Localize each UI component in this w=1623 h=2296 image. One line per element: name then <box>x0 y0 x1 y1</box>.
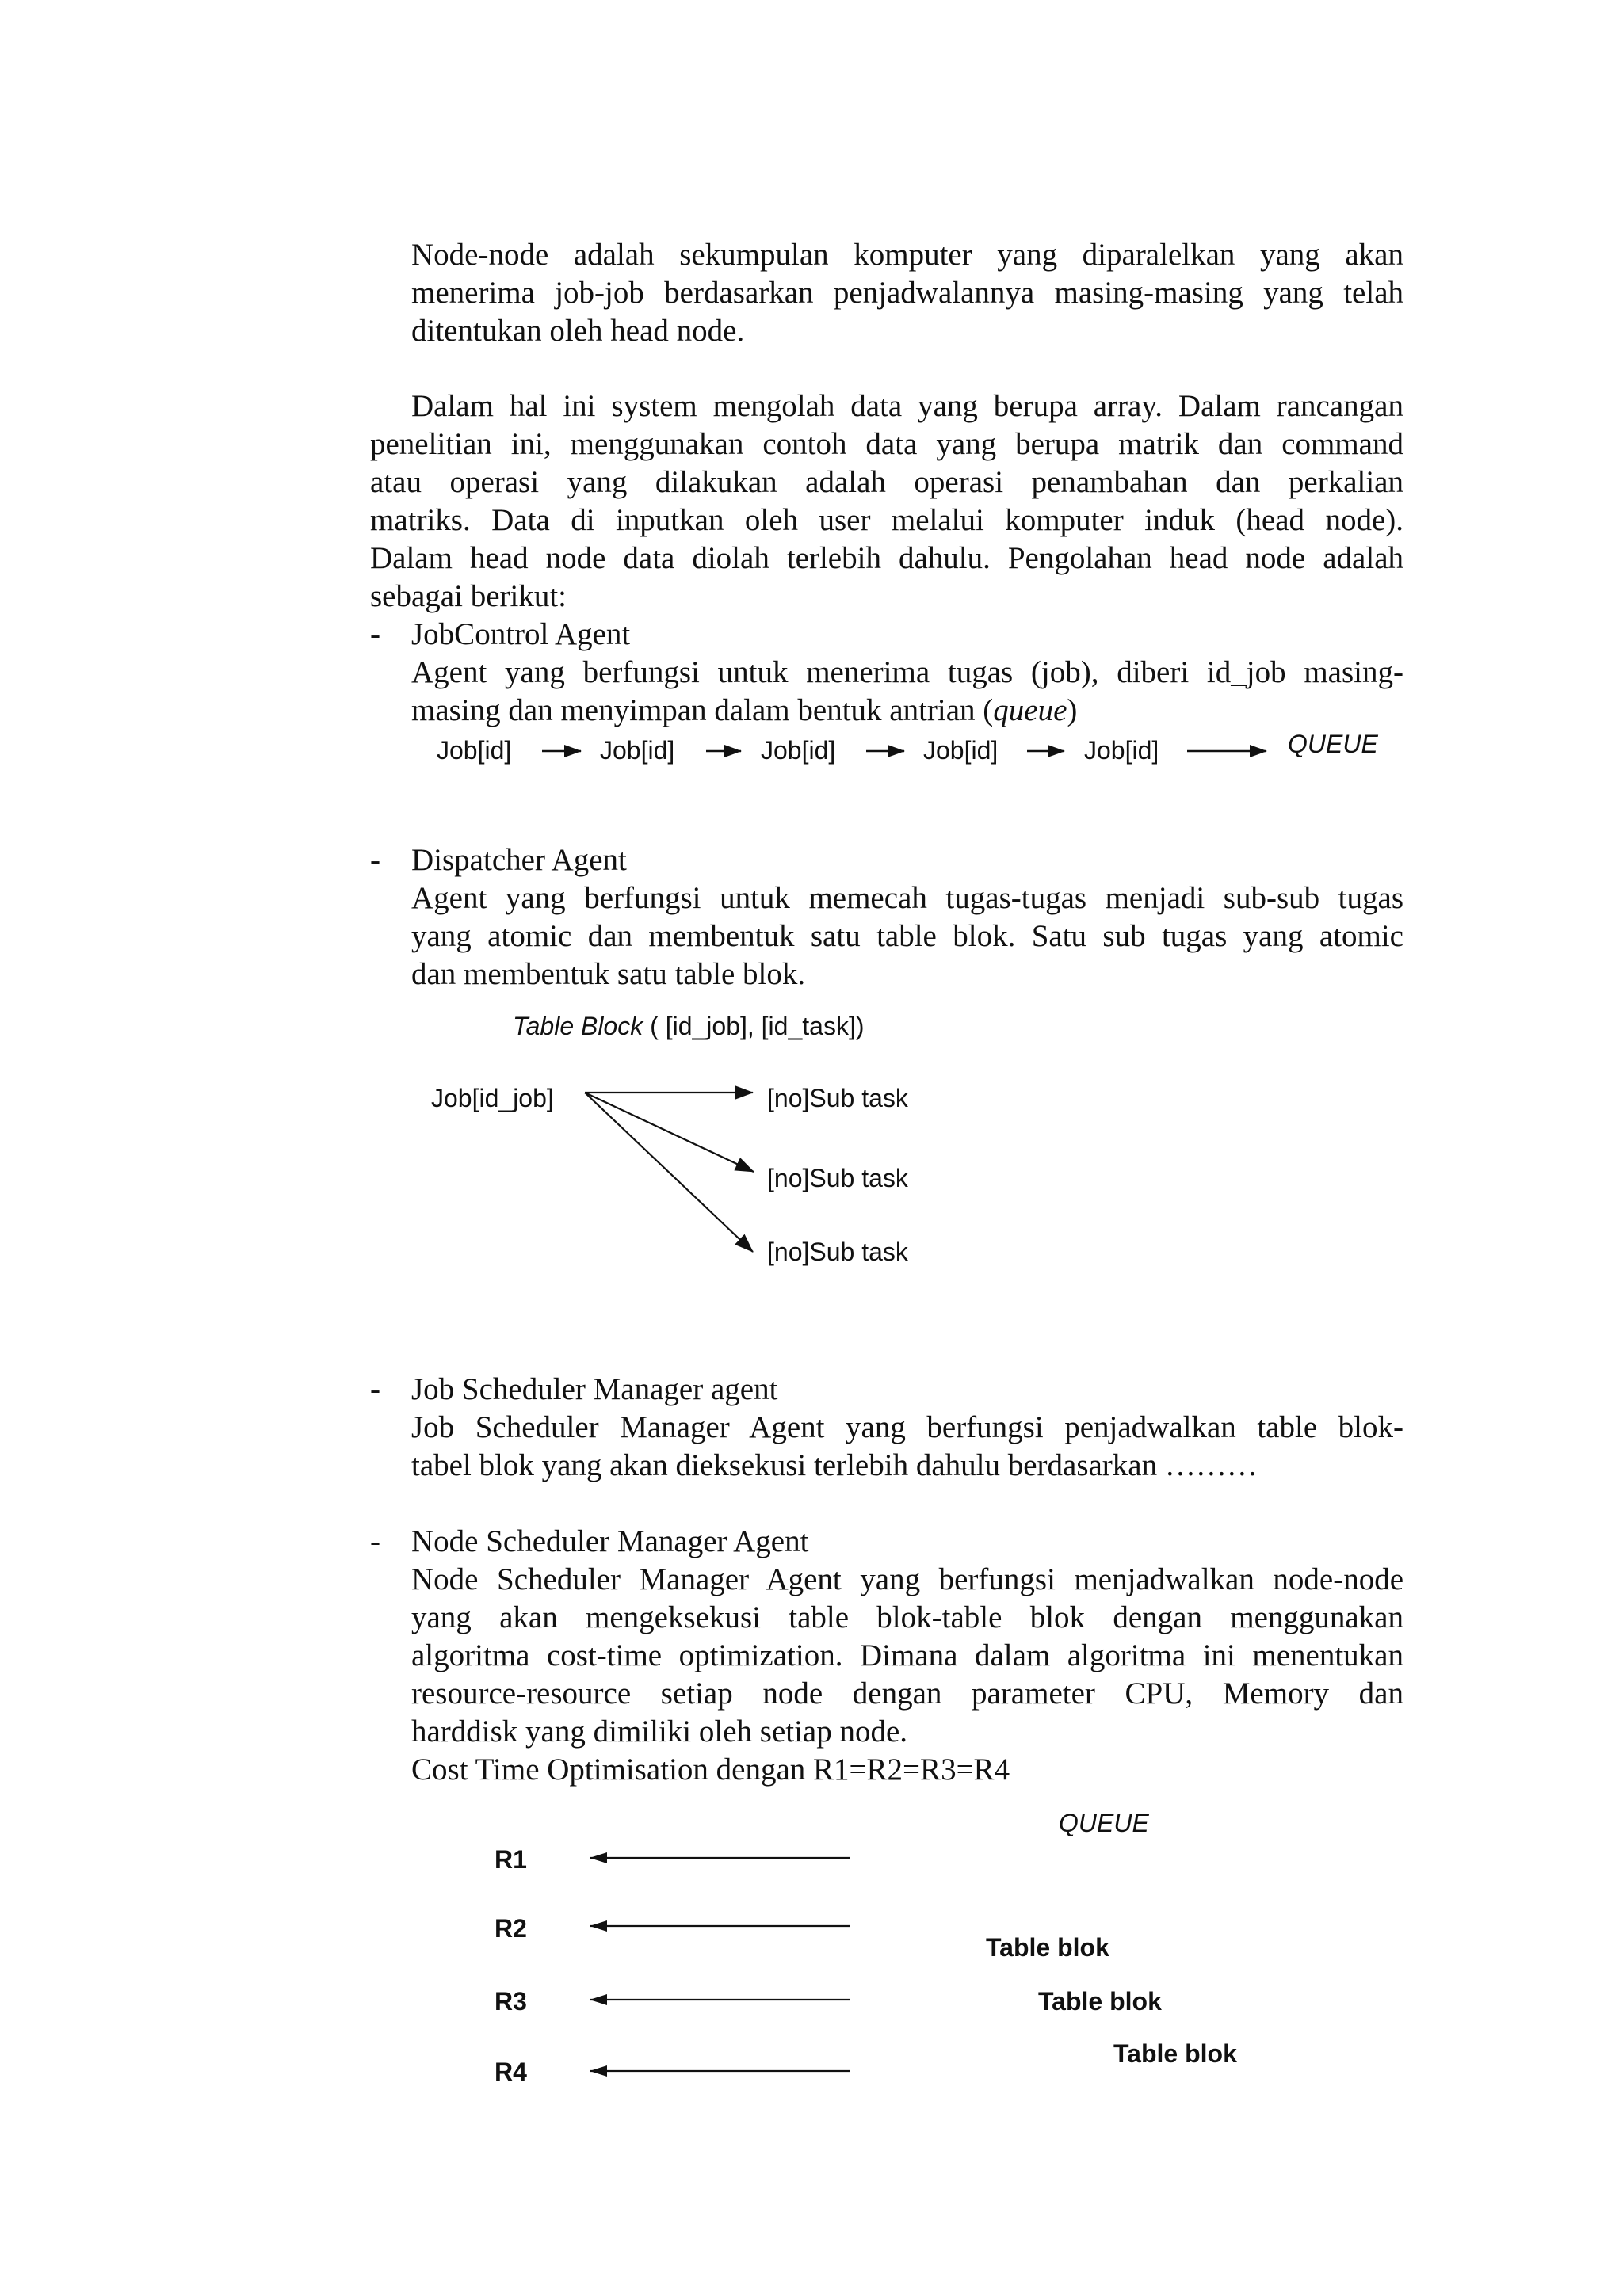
text-line: penelitian ini, menggunakan contoh data yang berupa matrik dan command <box>370 427 1403 461</box>
resource-label: R2 <box>495 1914 527 1943</box>
resource-label: R3 <box>495 1987 527 2016</box>
section-title-jobcontrol: JobControl Agent <box>411 617 631 651</box>
resource-label: R1 <box>495 1845 527 1874</box>
resource-label: R4 <box>495 2058 527 2086</box>
job-node: Job[id] <box>1084 736 1159 765</box>
text-line: resource-resource setiap node dengan parameter CPU, Memory dan <box>411 1676 1403 1711</box>
text-line: menerima job-job berdasarkan penjadwalannya masing-masing yang telah <box>411 276 1403 310</box>
job-source-node: Job[id_job] <box>431 1084 554 1112</box>
sub-task-node: [no]Sub task <box>767 1238 908 1266</box>
text-line: yang akan mengeksekusi table blok-table blok dengan menggunakan <box>411 1600 1403 1634</box>
queue-label: QUEUE <box>1288 730 1378 758</box>
section-title-dispatcher: Dispatcher Agent <box>411 843 627 877</box>
text-line: Dalam hal ini system mengolah data yang berupa array. Dalam rancangan <box>411 389 1403 423</box>
queue-term: queue <box>993 693 1067 727</box>
text-line: atau operasi yang dilakukan adalah operasi penambahan dan perkalian <box>370 465 1403 499</box>
sub-task-node: [no]Sub task <box>767 1084 908 1112</box>
section-title-jobscheduler: Job Scheduler Manager agent <box>411 1372 778 1406</box>
text-line: Node-node adalah sekumpulan komputer yang diparalelkan yang akan <box>411 238 1403 272</box>
sub-task-node: [no]Sub task <box>767 1164 908 1192</box>
text-line: tabel blok yang akan dieksekusi terlebih dahulu berdasarkan ……… <box>411 1448 1258 1482</box>
text-line: Job Scheduler Manager Agent yang berfungsi penjadwalkan table blok- <box>411 1410 1403 1444</box>
text-line: masing dan menyimpan dalam bentuk antrian (queue) <box>411 693 1078 727</box>
list-bullet: - <box>370 843 380 877</box>
text-line: matriks. Data di inputkan oleh user melalui komputer induk (head node). <box>370 503 1403 537</box>
text-line: harddisk yang dimiliki oleh setiap node. <box>411 1714 908 1749</box>
table-blok-label: Table blok <box>1038 1987 1162 2016</box>
text-line: Node Scheduler Manager Agent yang berfungsi menjadwalkan node-node <box>411 1562 1403 1596</box>
table-blok-label: Table blok <box>986 1933 1109 1962</box>
text-line: Agent yang berfungsi untuk menerima tugas (job), diberi id_job masing- <box>411 655 1403 689</box>
text-line: ditentukan oleh head node. <box>411 314 745 348</box>
text-line: Dalam head node data diolah terlebih dahulu. Pengolahan head node adalah <box>370 541 1403 575</box>
job-node: Job[id] <box>437 736 512 765</box>
text-line: dan membentuk satu table blok. <box>411 957 806 991</box>
queue-label: QUEUE <box>1059 1809 1149 1837</box>
job-node: Job[id] <box>761 736 836 765</box>
job-node: Job[id] <box>600 736 675 765</box>
job-node: Job[id] <box>923 736 999 765</box>
table-blok-label: Table blok <box>1113 2039 1237 2068</box>
text-line: yang atomic dan membentuk satu table blok. Satu sub tugas yang atomic <box>411 919 1403 953</box>
cost-time-line: Cost Time Optimisation dengan R1=R2=R3=R4 <box>411 1753 1010 1787</box>
list-bullet: - <box>370 617 380 651</box>
table-block-caption: Table Block ( [id_job], [id_task]) <box>513 1012 865 1040</box>
text-line: sebagai berikut: <box>370 579 567 613</box>
text-line: Agent yang berfungsi untuk memecah tugas-tugas menjadi sub-sub tugas <box>411 881 1403 915</box>
list-bullet: - <box>370 1524 380 1558</box>
list-bullet: - <box>370 1372 380 1406</box>
section-title-nodescheduler: Node Scheduler Manager Agent <box>411 1524 809 1558</box>
text-line: algoritma cost-time optimization. Dimana dalam algoritma ini menentukan <box>411 1638 1403 1672</box>
